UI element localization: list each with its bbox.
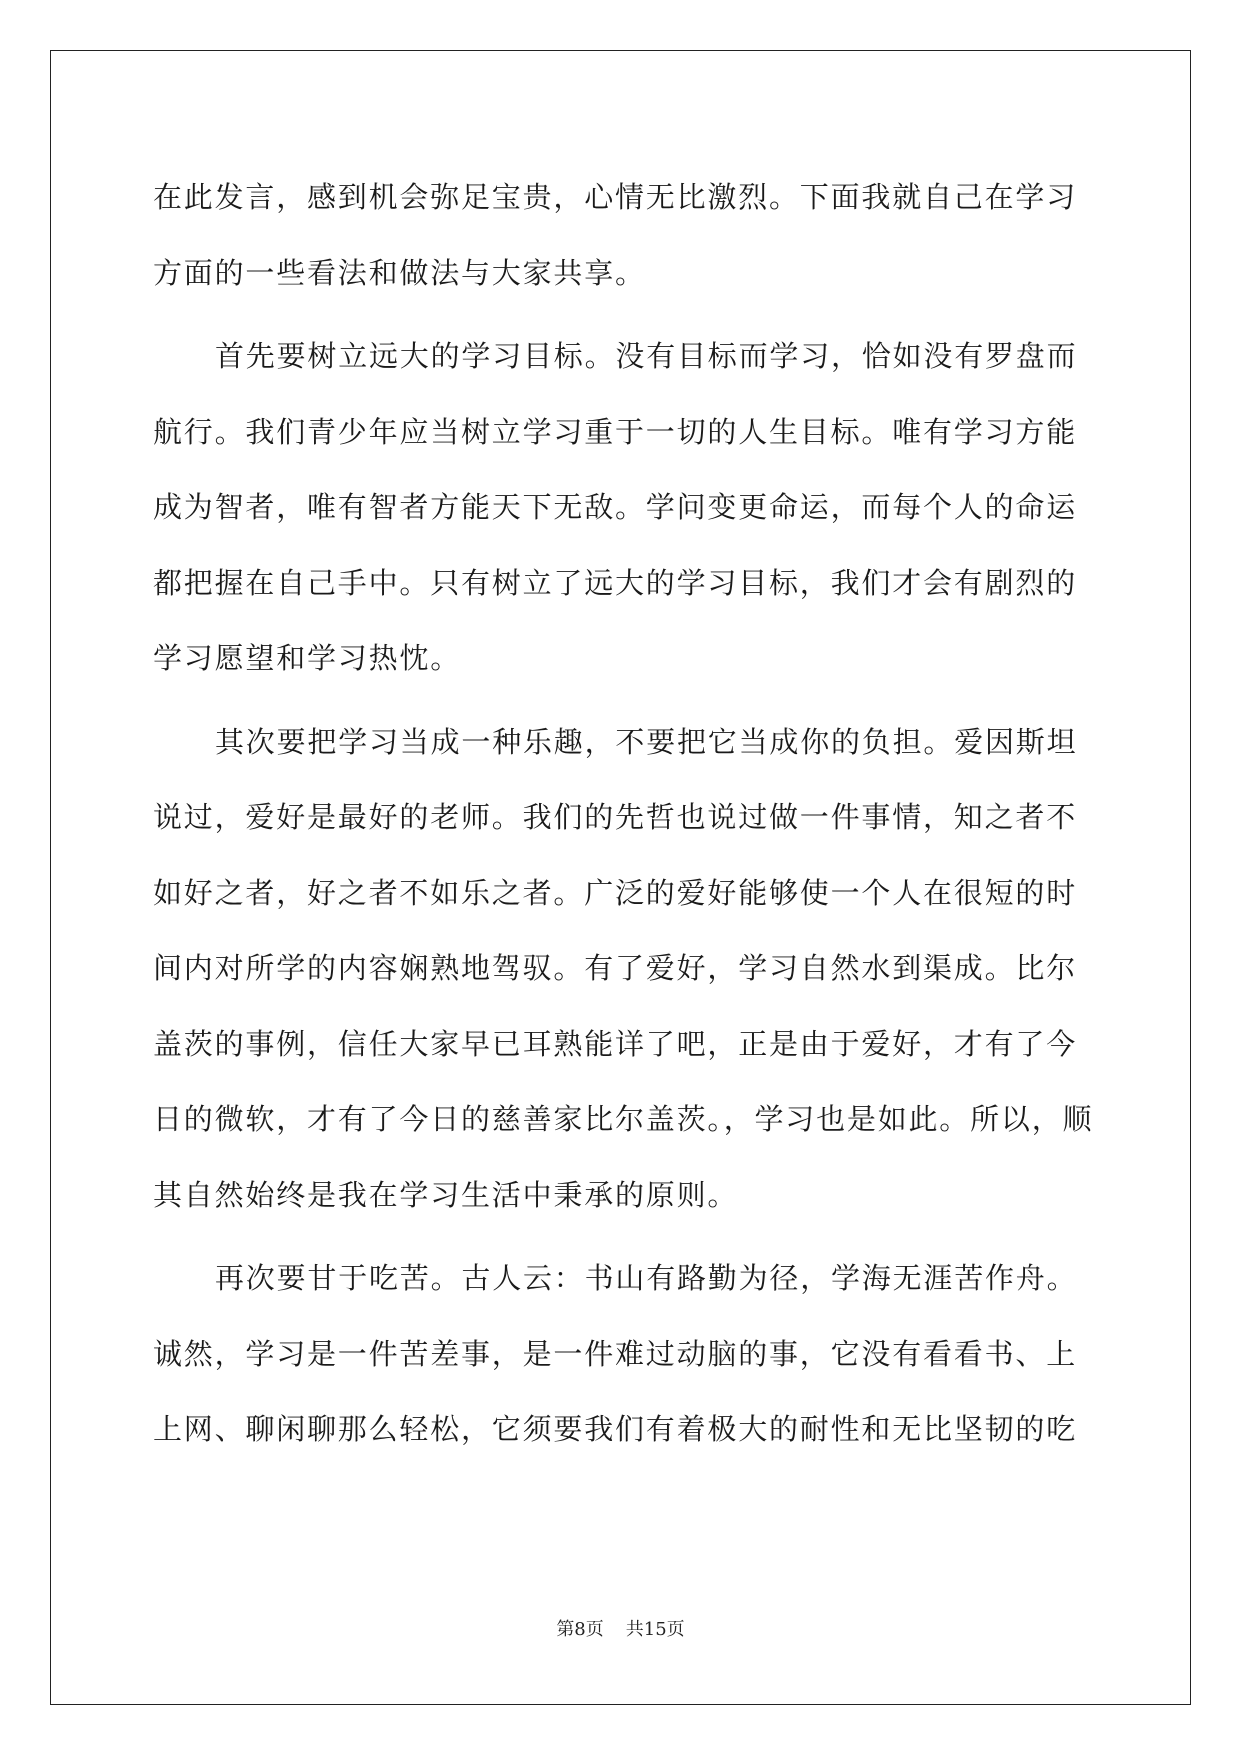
text-line: 诚然，学习是一件苦差事，是一件难过动脑的事，它没有看看书、上 — [153, 1336, 1078, 1371]
page-number: 第8页 — [556, 1619, 604, 1640]
page-footer — [0, 1618, 1241, 1642]
text-line: 学习愿望和学习热忱。 — [153, 641, 462, 675]
text-line: 上网、聊闲聊那么轻松，它须要我们有着极大的耐性和无比坚韧的吃 — [153, 1412, 1078, 1446]
text-line: 日的微软，才有了今日的慈善家比尔盖茨。，学习也是如此。所以，顺 — [153, 1102, 1094, 1136]
text-line: 航行。我们青少年应当树立学习重于一切的人生目标。唯有学习方能 — [153, 414, 1078, 449]
text-line: 盖茨的事例，信任大家早已耳熟能详了吧，正是由于爱好，才有了今 — [153, 1026, 1078, 1061]
text-line: 如好之者，好之者不如乐之者。广泛的爱好能够使一个人在很短的时 — [153, 875, 1078, 910]
text-line: 说过，爱好是最好的老师。我们的先哲也说过做一件事情，知之者不 — [153, 800, 1078, 834]
total-pages: 共15页 — [625, 1619, 685, 1640]
text-line: 方面的一些看法和做法与大家共享。 — [153, 255, 646, 290]
document-body — [153, 160, 1093, 1468]
text-line: 间内对所学的内容娴熟地驾驭。有了爱好，学习自然水到渠成。比尔 — [153, 951, 1078, 985]
paragraph-first-line: 首先要树立远大的学习目标。没有目标而学习，恰如没有罗盘而 — [215, 339, 1078, 373]
text-line: 成为智者，唯有智者方能天下无敌。学问变更命运，而每个人的命运 — [153, 490, 1078, 524]
text-line: 都把握在自己手中。只有树立了远大的学习目标，我们才会有剧烈的 — [153, 565, 1078, 600]
paragraph-first-line: 再次要甘于吃苦。古人云：书山有路勤为径，学海无涯苦作舟。 — [215, 1261, 1078, 1295]
text-line: 在此发言，感到机会弥足宝贵，心情无比激烈。下面我就自己在学习 — [153, 180, 1078, 214]
text-line: 其自然始终是我在学习生活中秉承的原则。 — [153, 1177, 739, 1212]
paragraph-first-line: 其次要把学习当成一种乐趣，不要把它当成你的负担。爱因斯坦 — [215, 724, 1078, 759]
